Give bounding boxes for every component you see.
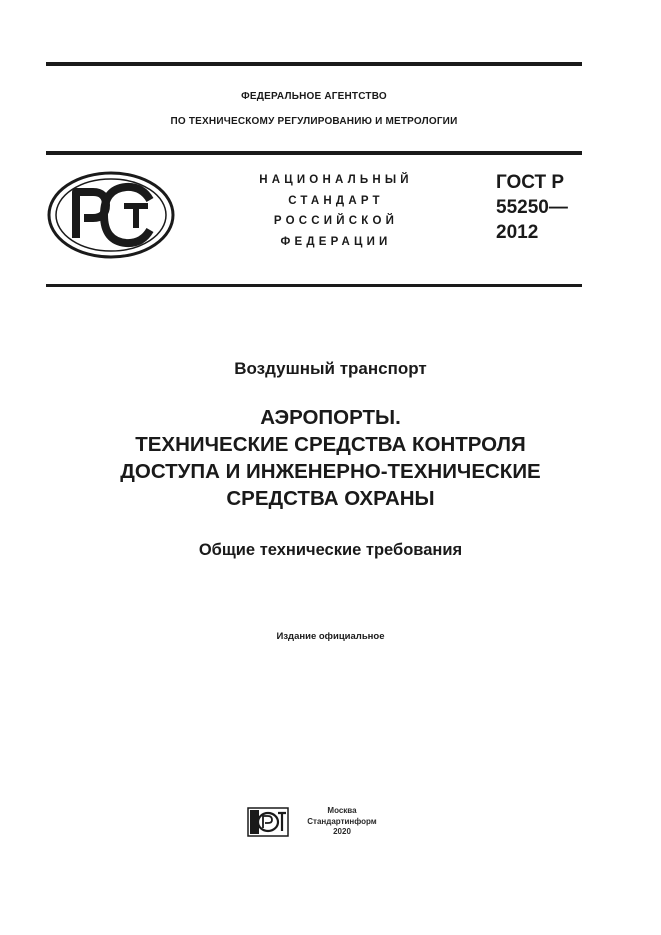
title-line-2: ТЕХНИЧЕСКИЕ СРЕДСТВА КОНТРОЛЯ bbox=[135, 433, 526, 456]
national-line-3: РОССИЙСКОЙ bbox=[273, 215, 399, 227]
header-rule bbox=[46, 151, 582, 155]
title-line-1: АЭРОПОРТЫ. bbox=[260, 406, 401, 429]
publisher-info bbox=[300, 806, 384, 838]
agency-name-line-1: ФЕДЕРАЛЬНОЕ АГЕНТСТВО bbox=[241, 91, 387, 102]
national-line-2: СТАНДАРТ bbox=[288, 194, 384, 207]
document-title bbox=[0, 404, 661, 512]
national-line-4: ФЕДЕРАЦИИ bbox=[280, 235, 392, 248]
publisher-city: Москва bbox=[327, 806, 357, 815]
publisher-year: 2020 bbox=[333, 827, 351, 836]
standard-number bbox=[496, 170, 568, 245]
top-rule bbox=[46, 62, 582, 66]
publisher-name: Стандартинформ bbox=[307, 816, 377, 826]
national-standard-label bbox=[228, 170, 444, 252]
gost-year: 2012 bbox=[496, 222, 539, 243]
agency-name-line-2: ПО ТЕХНИЧЕСКОМУ РЕГУЛИРОВАНИЮ И МЕТРОЛОГИИ bbox=[170, 116, 458, 127]
standard-block-rule bbox=[46, 284, 582, 287]
document-subtitle: Общие технические требования bbox=[198, 541, 463, 559]
title-line-4: СРЕДСТВА ОХРАНЫ bbox=[226, 487, 435, 510]
edition-label: Издание официальное bbox=[276, 631, 385, 642]
national-line-1: НАЦИОНАЛЬНЫЙ bbox=[259, 174, 413, 186]
gost-number: 55250— bbox=[496, 197, 568, 218]
title-line-3: ДОСТУПА И ИНЖЕНЕРНО-ТЕХНИЧЕСКИЕ bbox=[120, 460, 541, 483]
standartinform-logo-icon bbox=[247, 806, 289, 838]
document-category: Воздушный транспорт bbox=[234, 359, 427, 378]
rst-certification-logo-icon bbox=[46, 170, 176, 260]
gost-prefix: ГОСТ Р bbox=[496, 172, 565, 193]
